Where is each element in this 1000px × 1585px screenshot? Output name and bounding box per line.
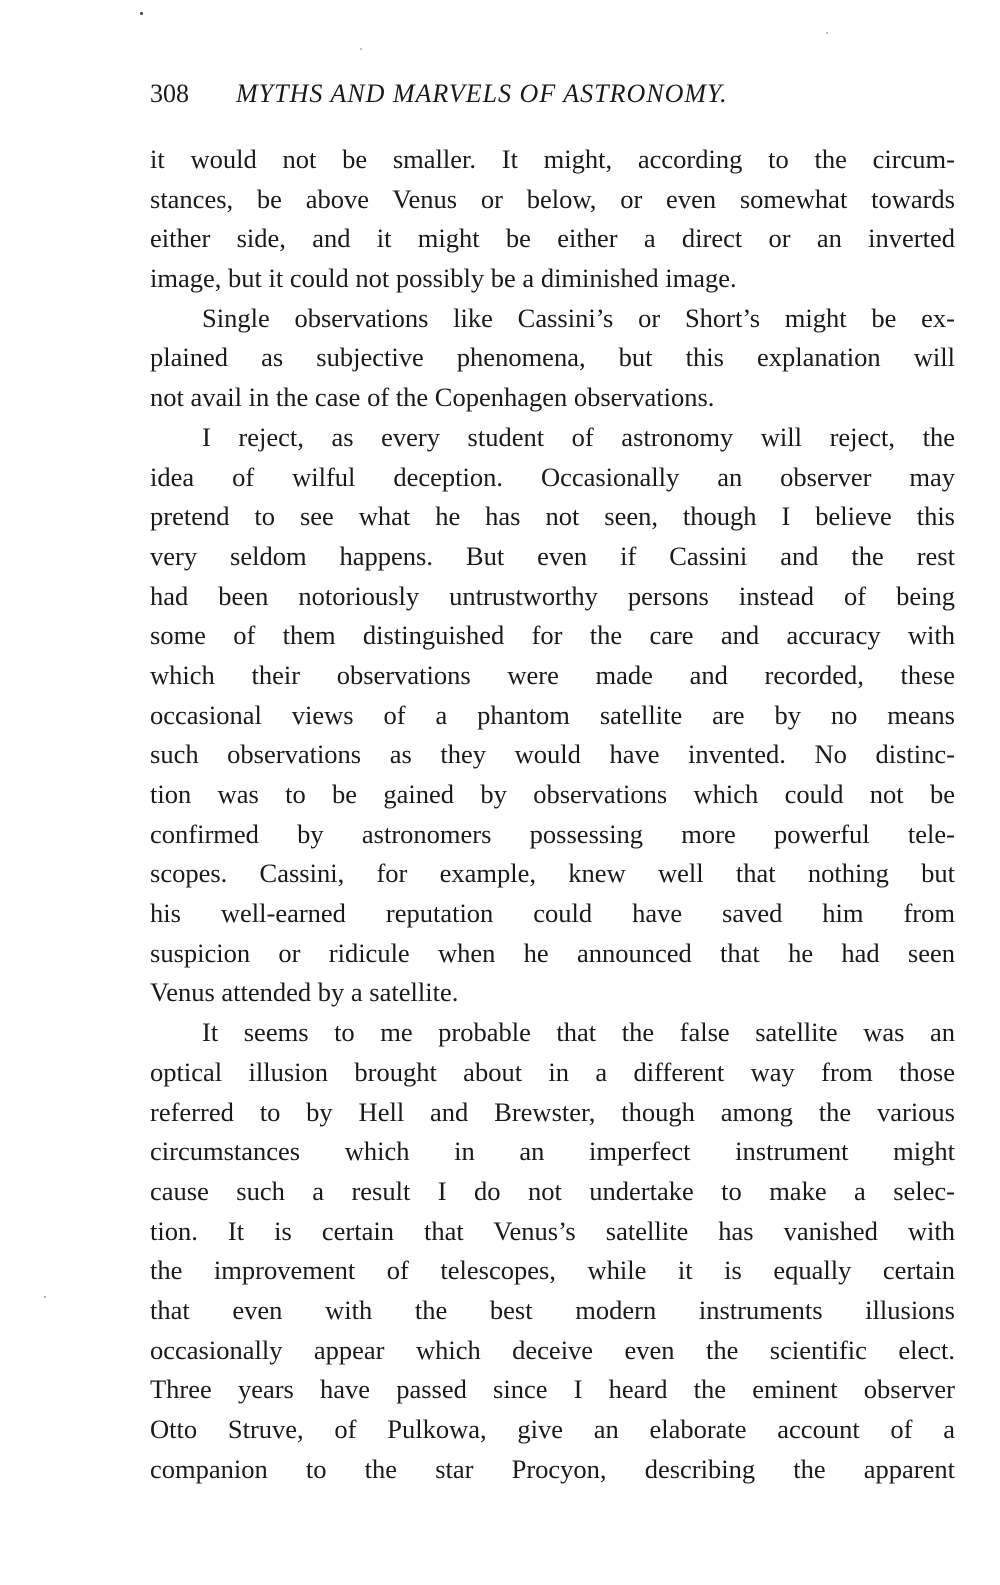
scan-speck [140, 12, 143, 15]
text-line: his well-earned reputation could have saved him from [150, 898, 955, 929]
text-line: circumstances which in an imperfect instrument might [150, 1136, 955, 1167]
text-line: cause such a result I do not undertake to make a selec- [150, 1175, 955, 1206]
paragraph-first-line: It seems to me probable that the false satellite was an [202, 1017, 955, 1048]
text-line: very seldom happens. But even if Cassini and the rest [150, 540, 955, 571]
text-line: referred to by Hell and Brewster, though among the various [150, 1096, 955, 1127]
text-line: optical illusion brought about in a different way from those [150, 1056, 955, 1087]
scan-speck [44, 1296, 46, 1298]
text-line: some of them distinguished for the care and accuracy with [150, 620, 955, 651]
text-line: such observations as they would have invented. No distinc- [150, 739, 955, 770]
text-line: either side, and it might be either a direct or an inverted [150, 223, 955, 254]
text-line: Venus attended by a satellite. [150, 977, 459, 1008]
text-line: scopes. Cassini, for example, knew well that nothing but [150, 858, 955, 889]
text-line: stances, be above Venus or below, or even somewhat towards [150, 183, 955, 214]
text-line: the improvement of telescopes, while it is equally certain [150, 1255, 955, 1286]
scan-speck [826, 32, 828, 34]
text-line: Otto Struve, of Pulkowa, give an elaborate account of a [150, 1414, 955, 1444]
text-line: suspicion or ridicule when he announced that he had seen [150, 937, 955, 968]
text-line: companion to the star Procyon, describing the apparent [150, 1453, 955, 1484]
paragraph-first-line: Single observations like Cassini’s or Short’s might be ex- [202, 302, 955, 333]
text-line: not avail in the case of the Copenhagen observations. [150, 382, 715, 413]
text-line: it would not be smaller. It might, according to the circum- [150, 144, 955, 174]
body-text [150, 140, 955, 1489]
text-line: pretend to see what he has not seen, though I believe this [150, 501, 955, 532]
text-line: occasional views of a phantom satellite are by no means [150, 699, 955, 730]
text-line: confirmed by astronomers possessing more powerful tele- [150, 818, 955, 849]
text-line: which their observations were made and recorded, these [150, 659, 955, 690]
text-line: occasionally appear which deceive even the scientific elect. [150, 1334, 955, 1365]
running-head [150, 76, 960, 112]
text-line: image, but it could not possibly be a diminished image. [150, 263, 737, 294]
text-line: had been notoriously untrustworthy persons instead of being [150, 580, 955, 611]
text-line: plained as subjective phenomena, but this explanation will [150, 342, 955, 373]
text-line: idea of wilful deception. Occasionally an observer may [150, 461, 955, 492]
page-number: 308 [150, 79, 189, 108]
text-line: tion. It is certain that Venus’s satellite has vanished with [150, 1215, 955, 1246]
paragraph-first-line: I reject, as every student of astronomy will reject, the [202, 421, 955, 452]
text-line: Three years have passed since I heard the eminent observer [150, 1374, 955, 1405]
scan-speck [360, 48, 362, 50]
text-line: that even with the best modern instruments illusions [150, 1294, 955, 1325]
running-title: MYTHS AND MARVELS OF ASTRONOMY. [236, 79, 728, 108]
text-line: tion was to be gained by observations which could not be [150, 779, 955, 809]
